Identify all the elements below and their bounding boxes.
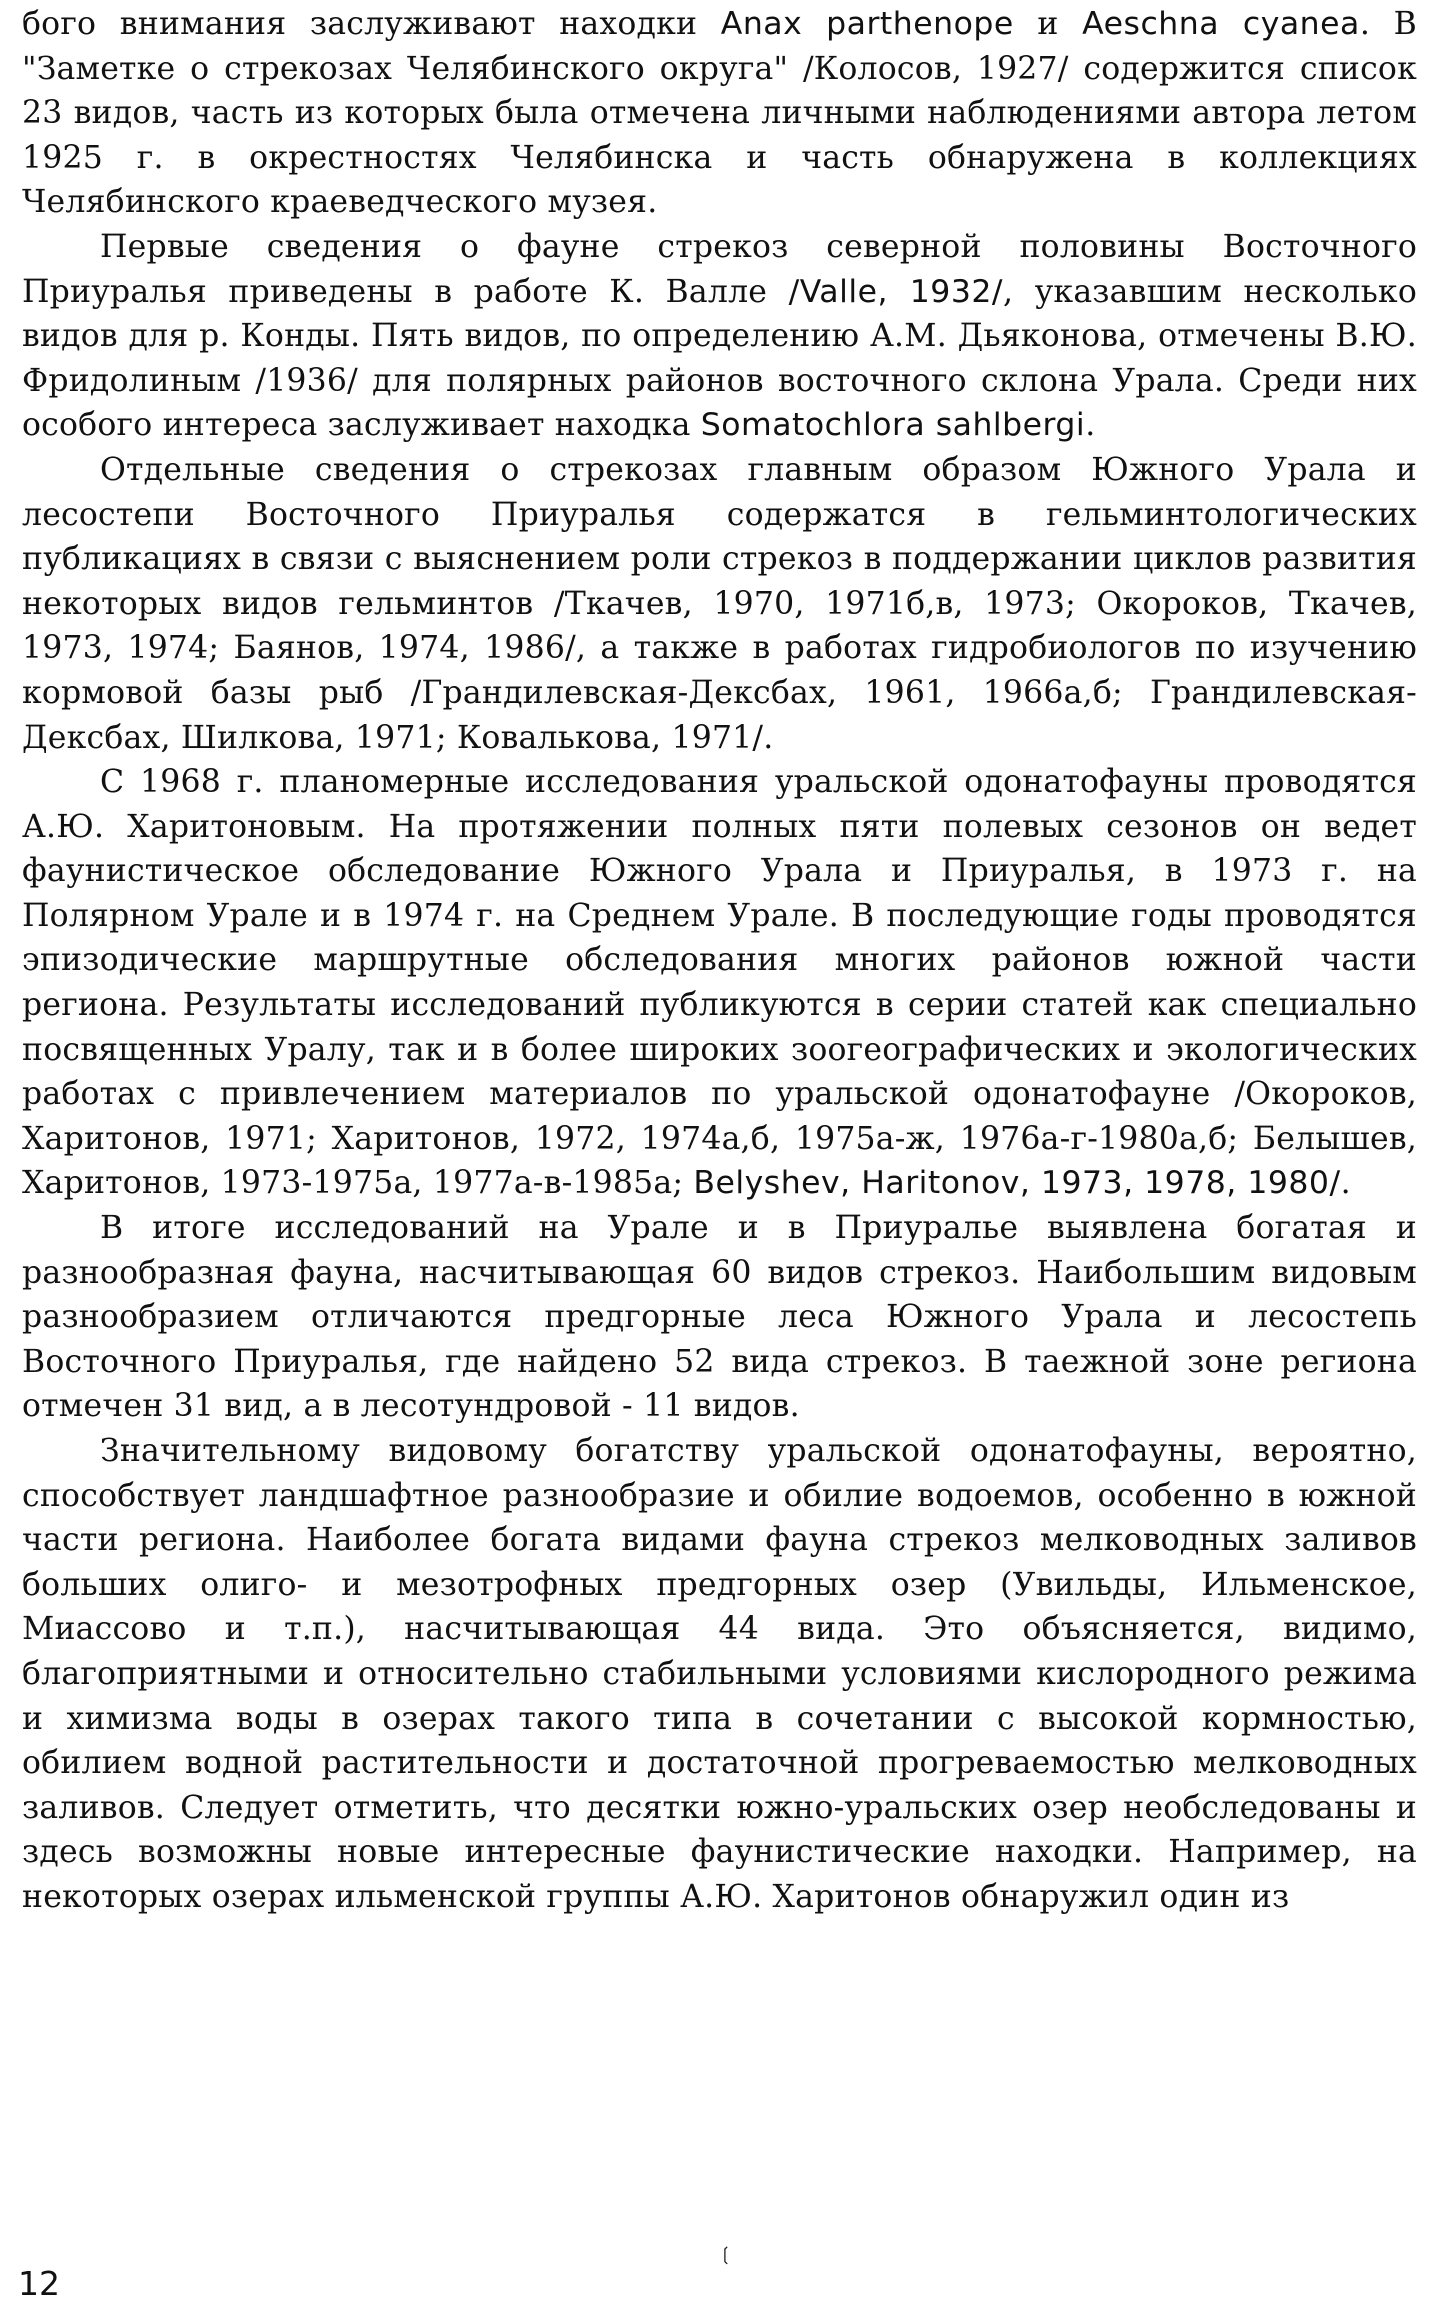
latin-name: Somatochlora sahlbergi: [700, 407, 1086, 444]
text-run: Первые сведения о фауне стрекоз северной половины Восточного Приуралья приведены в работе К. Валле: [22, 228, 1417, 310]
body-text: [22, 2, 1417, 1920]
text-run: , указавшим несколько видов для р. Конды. Пять видов, по определению А.М. Дьяконова, отмечены В.Ю. Фридолиным /1936/ для полярных районов восточного склона Урала. Среди них особого интереса заслуживает находка: [22, 273, 1417, 444]
text-run: Отдельные сведения о стрекозах главным образом Южного Урала и лесостепи Восточного Приуралья содержатся в гельминтологических публикациях в связи с выяснением роли стрекоз в поддержании циклов развития некоторых видов гельминтов /Ткачев, 1970, 1971б,в, 1973; Окороков, Ткачев, 1973, 1974; Баянов, 1974, 1986/, а также в работах гидробиологов по изучению кормовой базы рыб /Грандилевская-Дексбах, 1961, 1966а,б; Грандилевская-Дексбах, Шилкова, 1971; Ковалькова, 1971/.: [22, 451, 1417, 756]
paragraph: [22, 225, 1417, 448]
paragraph: [22, 1206, 1417, 1429]
page-number: 12: [18, 2264, 60, 2303]
text-run: бого внимания заслуживают находки: [22, 6, 721, 42]
latin-name: /Valle, 1932/: [788, 273, 1004, 310]
text-run: Значительному видовому богатству уральской одонатофауны, вероятно, способствует ландшафтное разнообразие и обилие водоемов, особенно в южной части региона. Наиболее богата видами фауна стрекоз мелководных заливов больших олиго- и мезотрофных предгорных озер (Увильды, Ильменское, Миассово и т.п.), насчитывающая 44 вида. Это объясняется, видимо, благоприятными и относительно стабильными условиями кислородного режима и химизма воды в озерах такого типа в сочетании с высокой кормностью, обилием водной растительности и достаточной прогреваемостью мелководных заливов. Следует отметить, что десятки южно-уральских озер необследованы и здесь возможны новые интересные фаунистические находки. Например, на некоторых озерах ильменской группы А.Ю. Харитонов обнаружил один из: [22, 1433, 1417, 1915]
latin-name: Belyshev, Haritonov, 1973, 1978, 1980/: [693, 1165, 1341, 1202]
text-run: В итоге исследований на Урале и в Приуралье выявлена богатая и разнообразная фауна, насчитывающая 60 видов стрекоз. Наибольшим видовым разнообразием отличаются предгорные леса Южного Урала и лесостепь Восточного Приуралья, где найдено 52 вида стрекоз. В таежной зоне региона отмечен 31 вид, а в лесотундровой - 11 видов.: [22, 1210, 1417, 1425]
paragraph: [22, 1429, 1417, 1920]
latin-name: Aeschna cyanea: [1082, 6, 1360, 42]
paragraph: [22, 2, 1417, 225]
text-run: .: [1085, 407, 1096, 444]
scan-mark: ❲: [718, 2244, 734, 2265]
paragraph: [22, 448, 1417, 760]
text-run: . В "Заметке о стрекозах Челябинского округа" /Колосов, 1927/ содержится список 23 видов, часть из которых была отмечена личными наблюдениями автора летом 1925 г. в окрестностях Челябинска и часть обнаружена в коллекциях Челябинского краеведческого музея.: [22, 6, 1418, 221]
text-run: и: [1013, 6, 1083, 42]
text-run: .: [1340, 1165, 1351, 1202]
text-run: С 1968 г. планомерные исследования уральской одонатофауны проводятся А.Ю. Харитоновым. На протяжении полных пяти полевых сезонов он ведет фаунистическое обследование Южного Урала и Приуралья, в 1973 г. на Полярном Урале и в 1974 г. на Среднем Урале. В последующие годы проводятся эпизодические маршрутные обследования многих районов южной части региона. Результаты исследований публикуются в серии статей как специально посвященных Уралу, так и в более широких зоогеографических и экологических работах с привлечением материалов по уральской одонатофауне /Окороков, Харитонов, 1971; Харитонов, 1972, 1974а,б, 1975а-ж, 1976а-г-1980а,б; Белышев, Харитонов, 1973-1975а, 1977а-в-1985а;: [22, 764, 1417, 1202]
latin-name: Anax parthenope: [720, 6, 1014, 42]
paragraph: [22, 760, 1417, 1206]
